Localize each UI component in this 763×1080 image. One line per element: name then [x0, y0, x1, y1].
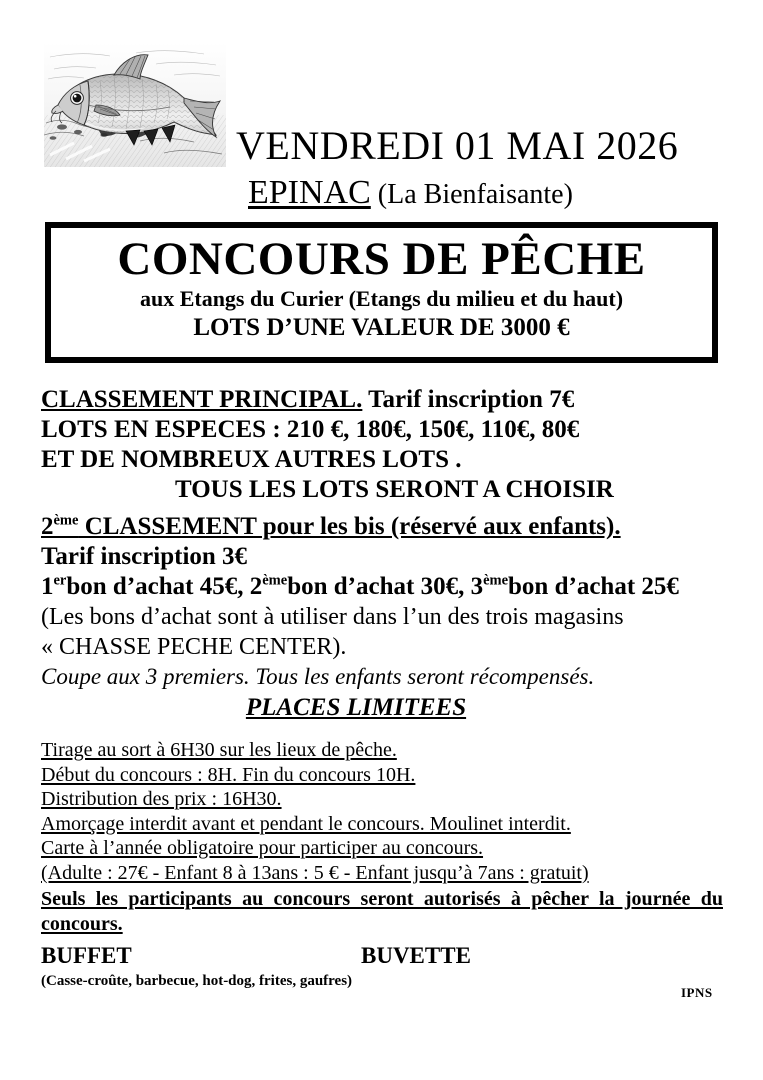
detail-line: [41, 836, 731, 861]
detail-text: (Adulte : 27€ - Enfant 8 à 13ans : 5 € - Enfant jusqu’à 7ans : gratuit): [41, 861, 589, 884]
second-heading-number: 2: [41, 513, 54, 540]
carp-fish-icon: [44, 43, 226, 167]
voucher3-text: bon d’achat 25€: [508, 573, 679, 600]
second-tarif: Tarif inscription 3€: [41, 543, 248, 570]
principal-tarif: Tarif inscription 7€: [362, 386, 575, 413]
detail-line: [41, 738, 731, 763]
voucher1-ordinal-suffix: er: [53, 572, 67, 589]
prize-value: LOTS D’UNE VALEUR DE 3000 €: [193, 314, 570, 341]
detail-text: Distribution des prix : 16H30.: [41, 788, 282, 810]
section-details: [41, 738, 731, 936]
principal-heading: CLASSEMENT PRINCIPAL.: [41, 386, 363, 413]
town-name: EPINAC: [248, 174, 371, 211]
detail-line: [41, 812, 731, 837]
buvette-label: BUVETTE: [361, 943, 471, 968]
voucher2-ordinal-suffix: ème: [262, 572, 288, 589]
second-heading-rest: CLASSEMENT pour les bis (réservé aux enfants).: [78, 513, 621, 540]
poster-header: [0, 0, 763, 220]
town-suffix: (La Bienfaisante): [370, 179, 573, 210]
event-title: CONCOURS DE PÊCHE: [117, 233, 646, 285]
second-heading: [41, 512, 741, 542]
buffet-menu-note: (Casse-croûte, barbecue, hot-dog, frites, gaufres): [41, 973, 353, 989]
fishing-restriction-warning: [41, 887, 723, 936]
voucher1-text: bon d’achat 45€,: [66, 573, 250, 600]
voucher-note-line1: (Les bons d’achat sont à utiliser dans l’un des trois magasins: [41, 604, 624, 630]
voucher2-rank: 2: [249, 573, 263, 600]
voucher1-rank: 1: [41, 573, 54, 600]
section-classement-second: [41, 512, 741, 724]
detail-line: [41, 787, 731, 812]
detail-line: [41, 763, 731, 788]
principal-heading-row: [41, 385, 731, 415]
detail-line: [41, 861, 731, 886]
voucher-note-line2: « CHASSE PECHE CENTER).: [41, 634, 347, 660]
voucher3-ordinal-suffix: ème: [483, 572, 509, 589]
event-venue: aux Etangs du Curier (Etangs du milieu et du haut): [139, 286, 624, 311]
principal-choice-note: TOUS LES LOTS SERONT A CHOISIR: [175, 476, 614, 503]
principal-other-prizes: ET DE NOMBREUX AUTRES LOTS .: [41, 446, 462, 473]
coupe-note: Coupe aux 3 premiers. Tous les enfants seront récompensés.: [41, 664, 595, 689]
voucher3-rank: 3: [470, 573, 484, 600]
main-title-box-inner: [50, 227, 713, 358]
buffet-label: BUFFET: [41, 943, 132, 968]
second-heading-ordinal-suffix: ème: [53, 512, 79, 529]
section-classement-principal: [41, 385, 731, 505]
warning-line-2: concours.: [41, 912, 123, 935]
ipns-mark: IPNS: [681, 985, 713, 1000]
principal-cash-prizes: LOTS EN ESPECES : 210 €, 180€, 150€, 110€, 80€: [41, 416, 580, 443]
poster-footer: [41, 942, 741, 990]
detail-text: Carte à l’année obligatoire pour participer au concours.: [41, 837, 484, 859]
main-title-box: [45, 222, 718, 363]
places-limitees-notice: PLACES LIMITEES: [245, 694, 467, 721]
event-location: [248, 174, 573, 214]
detail-text: Tirage au sort à 6H30 sur les lieux de pêche.: [41, 739, 397, 761]
detail-text: Début du concours : 8H. Fin du concours 10H.: [41, 763, 416, 786]
detail-text: Amorçage interdit avant et pendant le concours. Moulinet interdit.: [41, 812, 571, 835]
second-vouchers: [41, 572, 741, 602]
voucher2-text: bon d’achat 30€,: [287, 573, 471, 600]
warning-line-1: Seuls les participants au concours seront autorisés à pêcher la journée du: [41, 888, 723, 910]
footer-services-row: [41, 942, 741, 970]
event-date: VENDREDI 01 MAI 2026: [236, 123, 679, 168]
